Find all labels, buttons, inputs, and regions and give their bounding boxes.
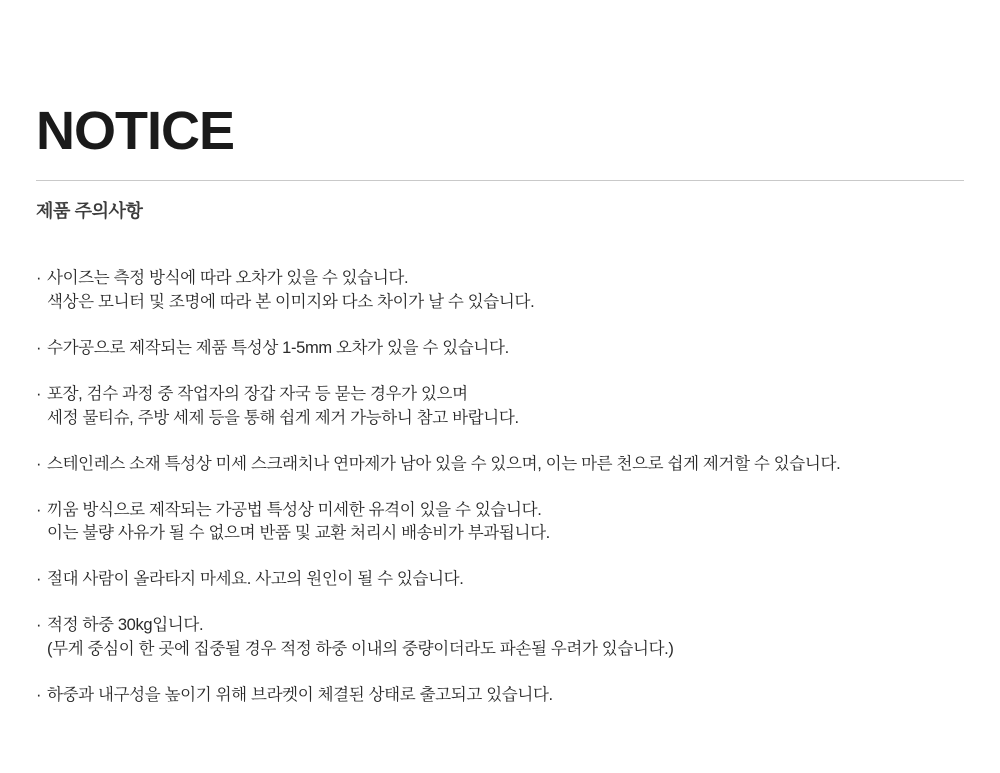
bullet-icon: · [36,500,42,519]
bullet-icon: · [36,269,42,287]
section-subtitle: 제품 주의사항 [36,201,143,221]
notice-line [36,568,964,592]
page-title: NOTICE [36,101,235,161]
list-item [36,453,964,477]
notice-text: 세정 물티슈, 주방 세제 등을 통해 쉽게 제거 가능하니 참고 바랍니다. [47,408,519,427]
notice-line [36,522,964,546]
notice-list [36,223,964,708]
bullet-icon: · [36,570,42,589]
list-item [36,383,964,431]
notice-text: 수가공으로 제작되는 제품 특성상 1-5mm 오차가 있을 수 있습니다. [47,338,509,357]
notice-text: 스테인레스 소재 특성상 미세 스크래치나 연마제가 남아 있을 수 있으며, 이는 마른 천으로 쉽게 제거할 수 있습니다. [47,454,841,473]
notice-line [36,291,964,315]
list-item [36,267,964,315]
notice-line [36,407,964,431]
notice-line [36,638,964,662]
notice-line [36,337,964,361]
list-item [36,614,964,662]
bullet-icon: · [36,338,42,357]
bullet-icon: · [36,454,42,473]
notice-text: 이는 불량 사유가 될 수 없으며 반품 및 교환 처리시 배송비가 부과됩니다. [47,524,550,543]
notice-line [36,383,964,407]
notice-text: 색상은 모니터 및 조명에 따라 본 이미지와 다소 차이가 날 수 있습니다. [47,292,535,311]
notice-line [36,267,964,291]
bullet-icon: · [36,686,42,705]
notice-line [36,499,964,523]
notice-text: (무게 중심이 한 곳에 집중될 경우 적정 하중 이내의 중량이더라도 파손될 우려가 있습니다.) [47,640,674,659]
list-item [36,568,964,592]
list-item [36,684,964,708]
notice-text: 적정 하중 30kg입니다. [47,616,204,635]
bullet-icon: · [36,384,42,403]
bullet-icon: · [36,616,42,635]
notice-text: 포장, 검수 과정 중 작업자의 장갑 자국 등 묻는 경우가 있으며 [47,384,468,403]
notice-line [36,453,964,477]
notice-text: 절대 사람이 올라타지 마세요. 사고의 원인이 될 수 있습니다. [47,570,464,589]
notice-text: 하중과 내구성을 높이기 위해 브라켓이 체결된 상태로 출고되고 있습니다. [47,686,553,705]
list-item [36,337,964,361]
notice-line [36,614,964,638]
notice-line [36,684,964,708]
notice-text: 끼움 방식으로 제작되는 가공법 특성상 미세한 유격이 있을 수 있습니다. [47,500,542,519]
notice-text: 사이즈는 측정 방식에 따라 오차가 있을 수 있습니다. [47,269,409,287]
list-item [36,499,964,547]
